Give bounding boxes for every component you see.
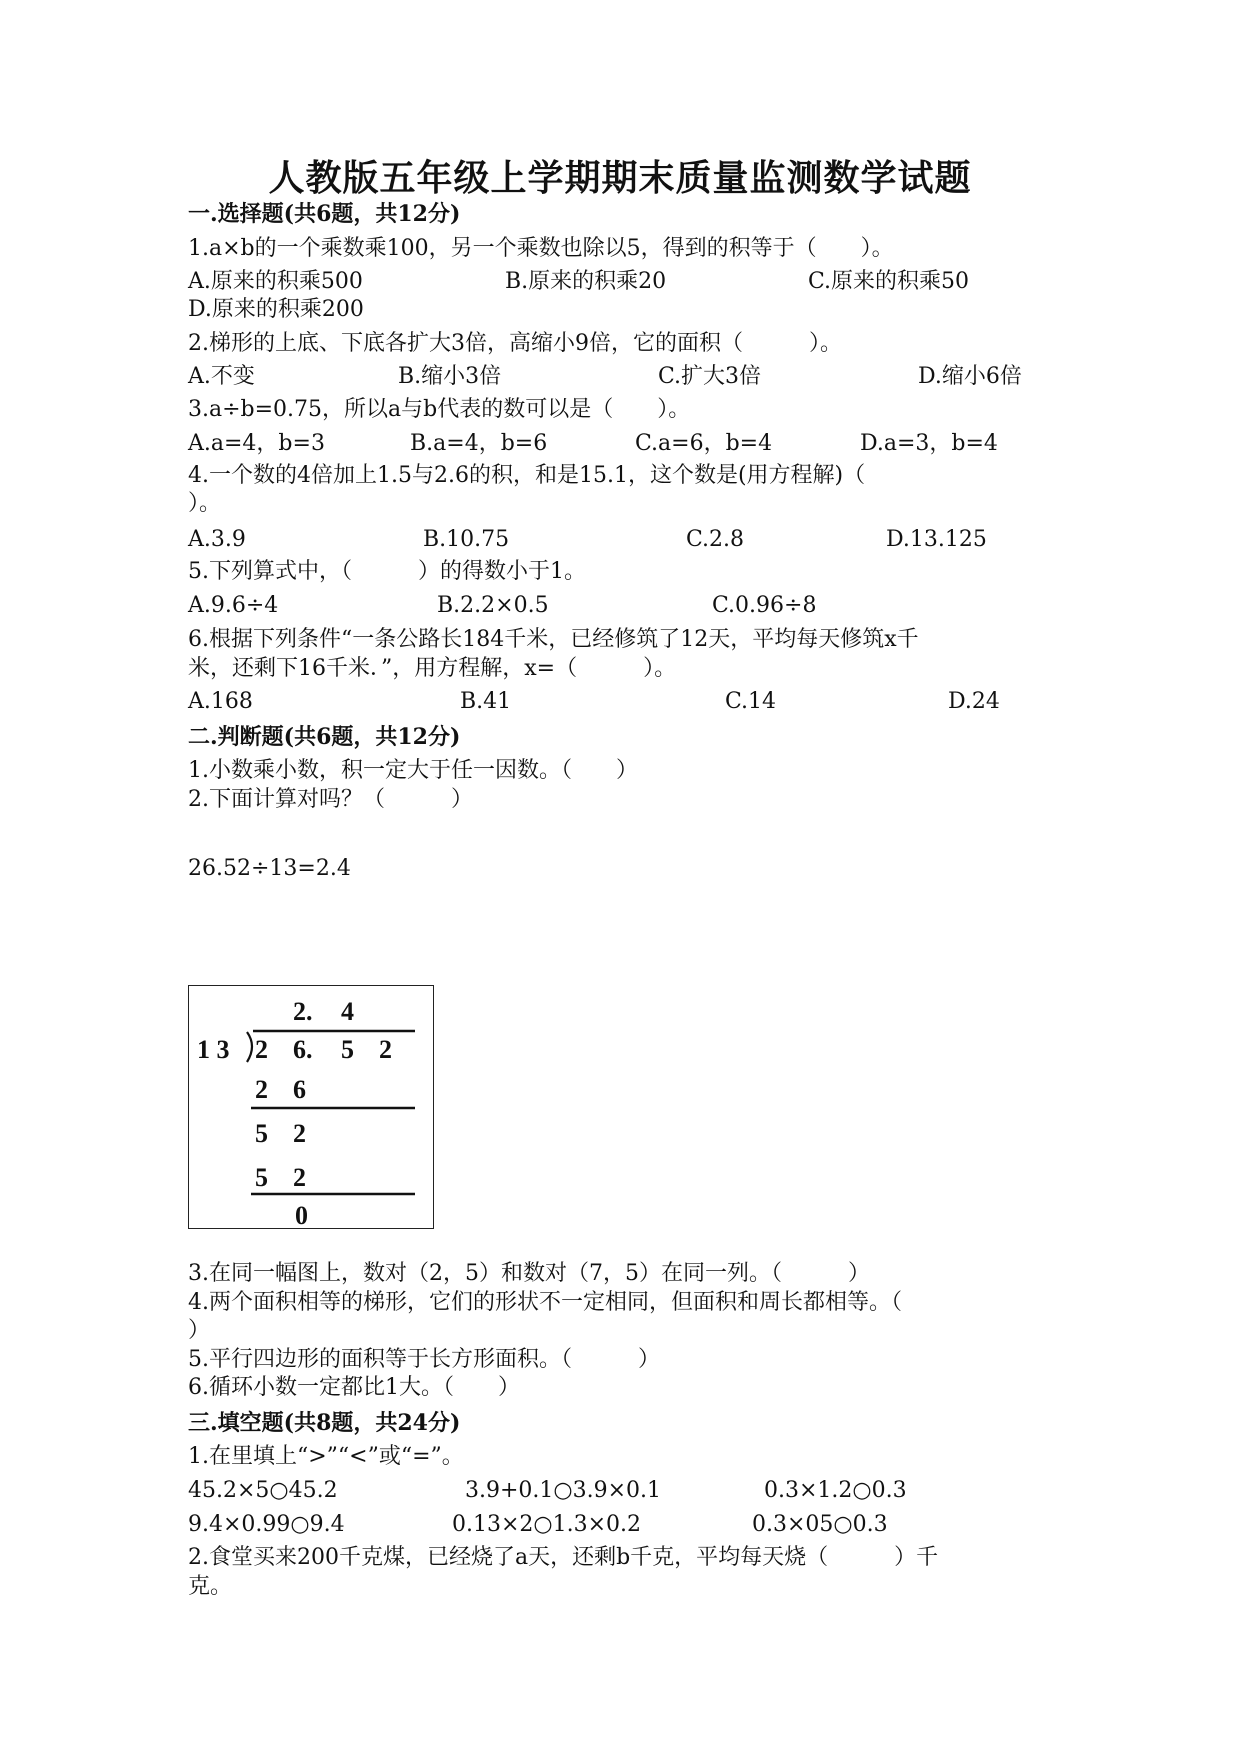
question-text: 4.一个数的4倍加上1.5与2.6的积，和是15.1，这个数是(用方程解)（ — [188, 463, 866, 488]
option-c: C.2.8 — [686, 527, 745, 552]
option-b: B.41 — [460, 689, 512, 714]
option-b: B.10.75 — [423, 527, 510, 552]
option-a: A.不变 — [188, 364, 255, 389]
option-c: C.原来的积乘50 — [808, 269, 970, 294]
question-text-continued: 米，还剩下16千米．”，用方程解，x=（ ）。 — [188, 656, 677, 681]
question-text: 5.下列算式中，（ ）的得数小于1。 — [188, 559, 586, 584]
section-heading-judgement: 二.判断题(共6题，共12分) — [188, 724, 461, 750]
quotient-digit: 4 — [341, 997, 354, 1026]
question-text: 1.小数乘小数，积一定大于任一因数。（ ） — [188, 758, 638, 783]
step-digit: 5 — [255, 1163, 268, 1192]
step-digit: 2 — [293, 1163, 306, 1192]
division-bracket — [247, 1032, 252, 1062]
question-text: 6.循环小数一定都比1大。（ ） — [188, 1375, 520, 1400]
long-division-figure — [188, 985, 434, 1229]
question-text: 5.平行四边形的面积等于长方形面积。（ ） — [188, 1347, 660, 1372]
section-heading-fill-blank: 三.填空题(共8题，共24分) — [188, 1410, 461, 1436]
option-a: A.原来的积乘500 — [188, 269, 363, 294]
option-b: B.2.2×0.5 — [437, 593, 549, 618]
option-d: D.a=3，b=4 — [860, 431, 998, 456]
question-text: 1.在里填上“>”“<”或“=”。 — [188, 1444, 464, 1469]
question-text: 2.食堂买来200千克煤，已经烧了a天，还剩b千克，平均每天烧（ ）千 — [188, 1545, 939, 1570]
remainder: 0 — [295, 1201, 308, 1230]
option-b: B.a=4，b=6 — [410, 431, 548, 456]
question-text-continued: ）。 — [188, 491, 222, 516]
question-text: 3.在同一幅图上，数对（2，5）和数对（7，5）在同一列。（ ） — [188, 1261, 870, 1286]
option-d: D.13.125 — [886, 527, 987, 552]
option-b: B.原来的积乘20 — [505, 269, 667, 294]
question-text-continued: ） — [188, 1318, 211, 1343]
question-text: 2.梯形的上底、下底各扩大3倍，高缩小9倍，它的面积（ ）。 — [188, 331, 842, 356]
question-text: 6.根据下列条件“一条公路长184千米，已经修筑了12天，平均每天修筑x千 — [188, 627, 919, 652]
option-a: A.168 — [188, 689, 253, 714]
comparison-item: 3.9+0.1○3.9×0.1 — [465, 1478, 662, 1503]
comparison-item: 45.2×5○45.2 — [188, 1478, 338, 1503]
option-c: C.14 — [725, 689, 777, 714]
option-d: D.24 — [948, 689, 1000, 714]
option-b: B.缩小3倍 — [398, 364, 502, 389]
step-digit: 2 — [293, 1119, 306, 1148]
step-digit: 5 — [255, 1119, 268, 1148]
comparison-item: 0.3×05○0.3 — [752, 1512, 888, 1537]
comparison-item: 0.13×2○1.3×0.2 — [452, 1512, 642, 1537]
option-c: C.扩大3倍 — [658, 364, 762, 389]
section-heading-choice: 一.选择题(共6题，共12分) — [188, 201, 461, 227]
comparison-item: 0.3×1.2○0.3 — [764, 1478, 907, 1503]
step-digit: 2 — [255, 1075, 268, 1104]
long-division-svg — [189, 986, 435, 1230]
dividend-digit: 6. — [293, 1035, 313, 1064]
dividend-digit: 5 — [341, 1035, 354, 1064]
option-d: D.缩小6倍 — [918, 364, 1022, 389]
equation-text: 26.52÷13=2.4 — [188, 856, 351, 881]
option-d: D.原来的积乘200 — [188, 297, 364, 322]
option-c: C.a=6，b=4 — [635, 431, 773, 456]
step-digit: 6 — [293, 1075, 306, 1104]
quotient-digit: 2. — [293, 997, 313, 1026]
dividend-digit: 2 — [379, 1035, 392, 1064]
option-a: A.a=4，b=3 — [188, 431, 325, 456]
comparison-item: 9.4×0.99○9.4 — [188, 1512, 345, 1537]
question-text-continued: 克。 — [188, 1574, 233, 1599]
option-a: A.9.6÷4 — [188, 593, 279, 618]
divisor: 1 3 — [197, 1035, 230, 1064]
dividend-digit: 2 — [255, 1035, 268, 1064]
question-text: 1.a×b的一个乘数乘100，另一个乘数也除以5，得到的积等于（ ）。 — [188, 236, 894, 261]
question-text: 3.a÷b=0.75，所以a与b代表的数可以是（ ）。 — [188, 397, 691, 422]
question-text: 2.下面计算对吗？（ ） — [188, 787, 473, 812]
option-c: C.0.96÷8 — [712, 593, 817, 618]
option-a: A.3.9 — [188, 527, 246, 552]
question-text: 4.两个面积相等的梯形，它们的形状不一定相同，但面积和周长都相等。（ — [188, 1290, 902, 1315]
page-title: 人教版五年级上学期期末质量监测数学试题 — [268, 157, 972, 199]
